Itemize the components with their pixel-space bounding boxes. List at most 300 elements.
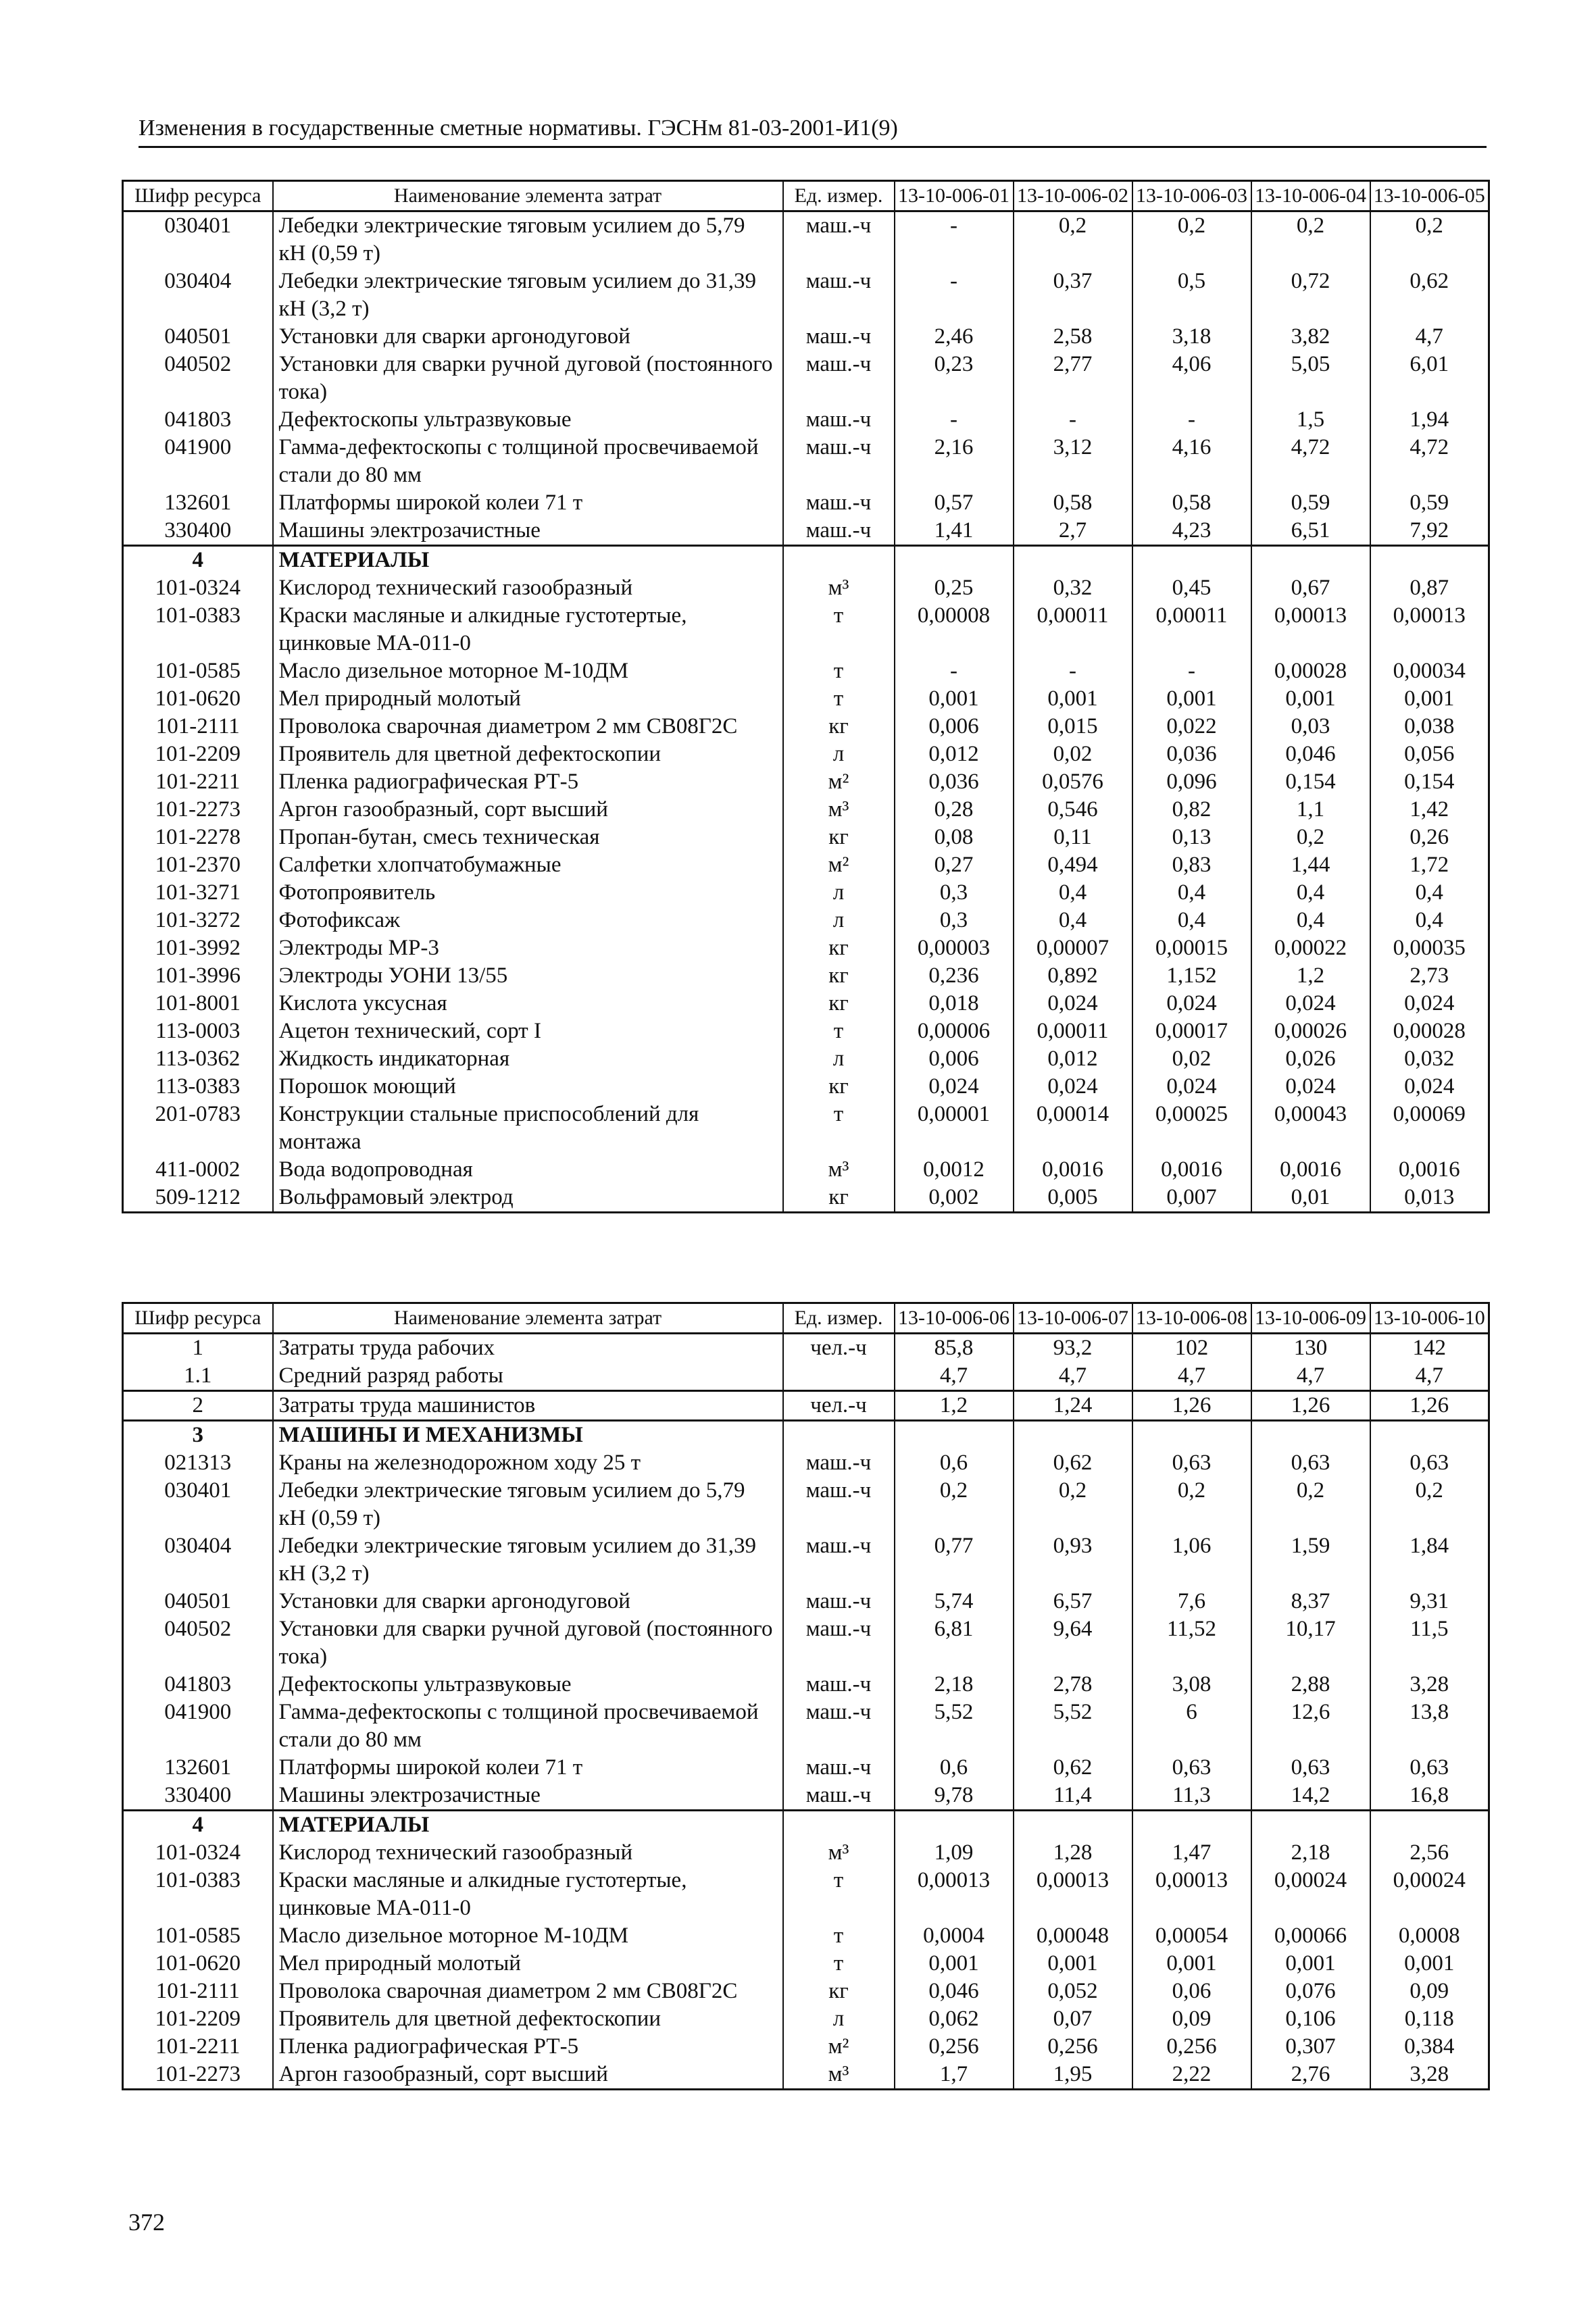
norm-value-1: 0,062 [895, 2005, 1014, 2033]
resource-name: Мел природный молотый [273, 685, 783, 713]
table-row [123, 1588, 1489, 1615]
norm-value-4: 0,00043 [1251, 1101, 1370, 1156]
norm-value-2: 9,64 [1014, 1615, 1132, 1671]
norm-value-5: 2,73 [1370, 962, 1489, 990]
col-header-norm-4: 13-10-006-04 [1251, 181, 1370, 211]
norm-value-4: 0,046 [1251, 740, 1370, 768]
norm-value-3: 1,152 [1132, 962, 1251, 990]
norm-value-2: 0,052 [1014, 1978, 1132, 2005]
resource-unit: маш.-ч [783, 1615, 895, 1671]
table-row [123, 1782, 1489, 1811]
norm-value-2: 0,256 [1014, 2033, 1132, 2061]
norm-value-1: 0,018 [895, 990, 1014, 1017]
norm-value-1: 0,006 [895, 1045, 1014, 1073]
resource-unit: маш.-ч [783, 1588, 895, 1615]
norm-value-4: 3,82 [1251, 323, 1370, 351]
resource-unit: м³ [783, 1839, 895, 1867]
norm-value-4: 2,88 [1251, 1671, 1370, 1699]
norm-value-4: 0,2 [1251, 824, 1370, 851]
norm-value-2 [1014, 1811, 1132, 1840]
resource-unit: маш.-ч [783, 268, 895, 323]
norm-value-3: 6 [1132, 1699, 1251, 1754]
resource-code: 041803 [123, 1671, 273, 1699]
resource-name: Затраты труда рабочих [273, 1334, 783, 1363]
resource-unit: кг [783, 962, 895, 990]
resource-unit: чел.-ч [783, 1391, 895, 1421]
resource-unit: т [783, 1867, 895, 1922]
resource-unit: т [783, 657, 895, 685]
norm-value-2: 0,001 [1014, 685, 1132, 713]
norm-value-2: 0,62 [1014, 1449, 1132, 1477]
norm-value-1: 0,77 [895, 1532, 1014, 1588]
norm-value-4: 0,00028 [1251, 657, 1370, 685]
norm-value-3: 1,26 [1132, 1391, 1251, 1421]
resource-unit: маш.-ч [783, 351, 895, 406]
norm-value-4: 6,51 [1251, 517, 1370, 546]
table-row [123, 489, 1489, 517]
norm-value-2: 0,00014 [1014, 1101, 1132, 1156]
resource-code: 101-3992 [123, 934, 273, 962]
col-header-norm-5: 13-10-006-10 [1370, 1303, 1489, 1334]
resource-code: 4 [123, 1811, 273, 1840]
norm-value-2: 5,52 [1014, 1699, 1132, 1754]
resource-unit: л [783, 907, 895, 934]
norm-value-5: 0,024 [1370, 1073, 1489, 1101]
resource-name: Электроды МР-3 [273, 934, 783, 962]
resource-unit: маш.-ч [783, 406, 895, 434]
norm-value-3: 102 [1132, 1334, 1251, 1363]
table-row [123, 1362, 1489, 1391]
resource-unit: т [783, 685, 895, 713]
col-header-code: Шифр ресурса [123, 181, 273, 211]
norm-value-1: 0,6 [895, 1754, 1014, 1782]
resource-table-1 [122, 180, 1490, 1213]
table-row [123, 1391, 1489, 1421]
norm-value-1: 0,25 [895, 574, 1014, 602]
resource-code: 041803 [123, 406, 273, 434]
norm-value-1: 0,236 [895, 962, 1014, 990]
resource-code: 101-0383 [123, 1867, 273, 1922]
norm-value-1: 2,46 [895, 323, 1014, 351]
norm-value-3: 4,16 [1132, 434, 1251, 489]
norm-value-4: 0,67 [1251, 574, 1370, 602]
norm-value-1: 1,7 [895, 2061, 1014, 2090]
norm-value-5: 0,87 [1370, 574, 1489, 602]
resource-unit [783, 1362, 895, 1391]
col-header-name: Наименование элемента затрат [273, 181, 783, 211]
norm-value-4: 0,00066 [1251, 1922, 1370, 1950]
resource-unit: т [783, 1950, 895, 1978]
resource-unit [783, 1421, 895, 1450]
norm-value-2: 2,58 [1014, 323, 1132, 351]
resource-unit: маш.-ч [783, 1782, 895, 1811]
resource-name: Установки для сварки аргонодуговой [273, 1588, 783, 1615]
resource-code: 030401 [123, 1477, 273, 1532]
resource-code: 101-2273 [123, 2061, 273, 2090]
table-row [123, 268, 1489, 323]
resource-name: Порошок моющий [273, 1073, 783, 1101]
col-header-norm-2: 13-10-006-07 [1014, 1303, 1132, 1334]
table-row [123, 1699, 1489, 1754]
norm-value-3: 0,0016 [1132, 1156, 1251, 1184]
norm-value-2: 1,24 [1014, 1391, 1132, 1421]
norm-value-5: 0,0008 [1370, 1922, 1489, 1950]
table-row [123, 740, 1489, 768]
norm-value-5: 3,28 [1370, 1671, 1489, 1699]
resource-unit: л [783, 879, 895, 907]
resource-unit: кг [783, 1978, 895, 2005]
resource-name: Платформы широкой колеи 71 т [273, 1754, 783, 1782]
norm-value-3: 3,08 [1132, 1671, 1251, 1699]
table-row [123, 824, 1489, 851]
page-number: 372 [128, 2209, 165, 2236]
resource-unit [783, 546, 895, 575]
resource-name: Вольфрамовый электрод [273, 1184, 783, 1213]
table-row [123, 879, 1489, 907]
table-row [123, 1477, 1489, 1532]
norm-value-5: 0,00013 [1370, 602, 1489, 657]
table-row [123, 323, 1489, 351]
norm-value-1: 0,0012 [895, 1156, 1014, 1184]
norm-value-5: 0,00028 [1370, 1017, 1489, 1045]
norm-value-2: 0,005 [1014, 1184, 1132, 1213]
resource-name: Пленка радиографическая РТ-5 [273, 2033, 783, 2061]
norm-value-2: 0,024 [1014, 1073, 1132, 1101]
norm-value-3: 0,09 [1132, 2005, 1251, 2033]
norm-value-1: 0,00013 [895, 1867, 1014, 1922]
norm-value-2: 0,001 [1014, 1950, 1132, 1978]
norm-value-4: 0,001 [1251, 685, 1370, 713]
resource-unit: маш.-ч [783, 1699, 895, 1754]
resource-name: Аргон газообразный, сорт высший [273, 2061, 783, 2090]
resource-name: Установки для сварки ручной дуговой (постоянного тока) [273, 351, 783, 406]
norm-value-5: 0,63 [1370, 1754, 1489, 1782]
resource-name: Затраты труда машинистов [273, 1391, 783, 1421]
norm-value-3: 0,00054 [1132, 1922, 1251, 1950]
resource-code: 101-0324 [123, 1839, 273, 1867]
norm-value-3: 0,007 [1132, 1184, 1251, 1213]
table-row [123, 2033, 1489, 2061]
norm-value-5: 0,056 [1370, 740, 1489, 768]
section-row [123, 1811, 1489, 1840]
norm-value-1: 1,09 [895, 1839, 1014, 1867]
resource-unit: кг [783, 713, 895, 740]
resource-unit: маш.-ч [783, 211, 895, 268]
norm-value-1: - [895, 406, 1014, 434]
resource-name: Фотофиксаж [273, 907, 783, 934]
resource-name: Кислота уксусная [273, 990, 783, 1017]
norm-value-4: 0,59 [1251, 489, 1370, 517]
norm-value-2: 11,4 [1014, 1782, 1132, 1811]
norm-value-1: 5,52 [895, 1699, 1014, 1754]
resource-code: 1.1 [123, 1362, 273, 1391]
norm-value-5: 0,00035 [1370, 934, 1489, 962]
norm-value-2: 0,2 [1014, 1477, 1132, 1532]
resource-name: Салфетки хлопчатобумажные [273, 851, 783, 879]
norm-value-4: 0,307 [1251, 2033, 1370, 2061]
resource-code: 101-2211 [123, 2033, 273, 2061]
col-header-norm-4: 13-10-006-09 [1251, 1303, 1370, 1334]
resource-name: Краски масляные и алкидные густотертые, цинковые МА-011-0 [273, 1867, 783, 1922]
norm-value-3 [1132, 546, 1251, 575]
resource-code: 132601 [123, 489, 273, 517]
table-row [123, 713, 1489, 740]
norm-value-1: 0,00001 [895, 1101, 1014, 1156]
norm-value-3: 1,47 [1132, 1839, 1251, 1867]
norm-value-4: 0,024 [1251, 990, 1370, 1017]
norm-value-3: 4,23 [1132, 517, 1251, 546]
resource-name: Дефектоскопы ультразвуковые [273, 406, 783, 434]
norm-value-5: 0,038 [1370, 713, 1489, 740]
norm-value-3: 0,00017 [1132, 1017, 1251, 1045]
norm-value-5: 11,5 [1370, 1615, 1489, 1671]
resource-unit: маш.-ч [783, 1477, 895, 1532]
resource-name: Кислород технический газообразный [273, 574, 783, 602]
resource-name: МАШИНЫ И МЕХАНИЗМЫ [273, 1421, 783, 1450]
resource-code: 101-3272 [123, 907, 273, 934]
norm-value-4: 0,63 [1251, 1449, 1370, 1477]
norm-value-4: 0,00024 [1251, 1867, 1370, 1922]
norm-value-1: 0,036 [895, 768, 1014, 796]
resource-unit: м² [783, 768, 895, 796]
resource-name: Жидкость индикаторная [273, 1045, 783, 1073]
resource-code: 101-2273 [123, 796, 273, 824]
norm-value-5: 0,63 [1370, 1449, 1489, 1477]
resource-unit: м³ [783, 574, 895, 602]
norm-value-5: 0,09 [1370, 1978, 1489, 2005]
resource-code: 040502 [123, 1615, 273, 1671]
resource-unit: маш.-ч [783, 1754, 895, 1782]
norm-value-1: 0,046 [895, 1978, 1014, 2005]
col-header-norm-1: 13-10-006-01 [895, 181, 1014, 211]
norm-value-2: 2,77 [1014, 351, 1132, 406]
norm-value-1: 9,78 [895, 1782, 1014, 1811]
resource-unit: маш.-ч [783, 1671, 895, 1699]
table-row [123, 434, 1489, 489]
resource-code: 113-0362 [123, 1045, 273, 1073]
table-row [123, 1017, 1489, 1045]
resource-code: 1 [123, 1334, 273, 1363]
norm-value-2: 0,02 [1014, 740, 1132, 768]
norm-value-4: 0,4 [1251, 907, 1370, 934]
table-row [123, 1449, 1489, 1477]
table-row [123, 211, 1489, 268]
norm-value-4: 1,44 [1251, 851, 1370, 879]
norm-value-1: 0,256 [895, 2033, 1014, 2061]
table-row [123, 574, 1489, 602]
norm-value-5: 1,26 [1370, 1391, 1489, 1421]
resource-code: 201-0783 [123, 1101, 273, 1156]
resource-unit: маш.-ч [783, 489, 895, 517]
norm-value-2: 0,546 [1014, 796, 1132, 824]
resource-name: Конструкции стальные приспособлений для монтажа [273, 1101, 783, 1156]
resource-code: 101-2209 [123, 2005, 273, 2033]
norm-value-1: 0,08 [895, 824, 1014, 851]
table-row [123, 1922, 1489, 1950]
resource-unit: маш.-ч [783, 323, 895, 351]
norm-value-2: 0,00011 [1014, 1017, 1132, 1045]
norm-value-5: 0,013 [1370, 1184, 1489, 1213]
norm-value-3: 0,45 [1132, 574, 1251, 602]
resource-name: Краски масляные и алкидные густотертые, цинковые МА-011-0 [273, 602, 783, 657]
resource-name: Ацетон технический, сорт I [273, 1017, 783, 1045]
norm-value-5: 0,0016 [1370, 1156, 1489, 1184]
resource-code: 101-0585 [123, 1922, 273, 1950]
table-row [123, 1184, 1489, 1213]
norm-value-5: 6,01 [1370, 351, 1489, 406]
resource-code: 2 [123, 1391, 273, 1421]
table-row [123, 657, 1489, 685]
resource-name: Аргон газообразный, сорт высший [273, 796, 783, 824]
resource-name: МАТЕРИАЛЫ [273, 546, 783, 575]
norm-value-5: 0,4 [1370, 907, 1489, 934]
resource-code: 101-0620 [123, 1950, 273, 1978]
resource-code: 021313 [123, 1449, 273, 1477]
norm-value-2: 0,62 [1014, 1754, 1132, 1782]
norm-value-4: 1,5 [1251, 406, 1370, 434]
resource-name: Проволока сварочная диаметром 2 мм СВ08Г2С [273, 1978, 783, 2005]
norm-value-4: 0,00026 [1251, 1017, 1370, 1045]
norm-value-1: 0,27 [895, 851, 1014, 879]
norm-value-1: 0,002 [895, 1184, 1014, 1213]
norm-value-4 [1251, 1811, 1370, 1840]
norm-value-4: 0,106 [1251, 2005, 1370, 2033]
norm-value-3: 0,00025 [1132, 1101, 1251, 1156]
table-row [123, 602, 1489, 657]
norm-value-1: 1,41 [895, 517, 1014, 546]
norm-value-4: 12,6 [1251, 1699, 1370, 1754]
table-row [123, 1839, 1489, 1867]
norm-value-5: 9,31 [1370, 1588, 1489, 1615]
table-row [123, 406, 1489, 434]
norm-value-4: 0,2 [1251, 1477, 1370, 1532]
resource-name: Проявитель для цветной дефектоскопии [273, 2005, 783, 2033]
norm-value-2: 2,7 [1014, 517, 1132, 546]
norm-value-1: 2,18 [895, 1671, 1014, 1699]
table-row [123, 351, 1489, 406]
resource-unit: м² [783, 2033, 895, 2061]
norm-value-1: 0,001 [895, 1950, 1014, 1978]
resource-code: 330400 [123, 517, 273, 546]
norm-value-4: 0,154 [1251, 768, 1370, 796]
norm-value-2: 0,024 [1014, 990, 1132, 1017]
table-body [123, 1334, 1489, 2090]
norm-value-2: 0,4 [1014, 907, 1132, 934]
norm-value-5 [1370, 1811, 1489, 1840]
col-header-unit: Ед. измер. [783, 181, 895, 211]
norm-value-5: 7,92 [1370, 517, 1489, 546]
resource-code: 101-8001 [123, 990, 273, 1017]
norm-value-5: 0,384 [1370, 2033, 1489, 2061]
section-row [123, 546, 1489, 575]
norm-value-2: 0,0576 [1014, 768, 1132, 796]
resource-name: Пропан-бутан, смесь техническая [273, 824, 783, 851]
norm-value-2: 0,93 [1014, 1532, 1132, 1588]
norm-value-4: 0,026 [1251, 1045, 1370, 1073]
table-row [123, 1754, 1489, 1782]
norm-value-2: 0,00007 [1014, 934, 1132, 962]
norm-value-4: 2,18 [1251, 1839, 1370, 1867]
resource-code: 101-3996 [123, 962, 273, 990]
norm-value-3: 0,82 [1132, 796, 1251, 824]
table-row [123, 1978, 1489, 2005]
norm-value-4: 0,01 [1251, 1184, 1370, 1213]
resource-name: Проявитель для цветной дефектоскопии [273, 740, 783, 768]
norm-value-3: 7,6 [1132, 1588, 1251, 1615]
norm-value-2: 1,95 [1014, 2061, 1132, 2090]
norm-value-3: 0,13 [1132, 824, 1251, 851]
norm-value-3: 0,036 [1132, 740, 1251, 768]
resource-code: 101-0585 [123, 657, 273, 685]
table-row [123, 1532, 1489, 1588]
resource-unit: м³ [783, 2061, 895, 2090]
resource-unit: м² [783, 851, 895, 879]
norm-value-1: 0,0004 [895, 1922, 1014, 1950]
norm-value-4: 0,076 [1251, 1978, 1370, 2005]
norm-value-1: 0,024 [895, 1073, 1014, 1101]
table-row [123, 1950, 1489, 1978]
norm-value-1: 5,74 [895, 1588, 1014, 1615]
norm-value-1 [895, 1811, 1014, 1840]
col-header-norm-3: 13-10-006-03 [1132, 181, 1251, 211]
table-row [123, 1671, 1489, 1699]
norm-value-5: 13,8 [1370, 1699, 1489, 1754]
norm-value-3: 0,06 [1132, 1978, 1251, 2005]
resource-name: Лебедки электрические тяговым усилием до 5,79 кН (0,59 т) [273, 211, 783, 268]
resource-code: 101-2370 [123, 851, 273, 879]
resource-name: Лебедки электрические тяговым усилием до 31,39 кН (3,2 т) [273, 1532, 783, 1588]
norm-value-3: 0,256 [1132, 2033, 1251, 2061]
col-header-norm-5: 13-10-006-05 [1370, 181, 1489, 211]
norm-value-2: 0,494 [1014, 851, 1132, 879]
table-row [123, 685, 1489, 713]
resource-table-2 [122, 1302, 1490, 2090]
norm-value-5: 16,8 [1370, 1782, 1489, 1811]
norm-value-5 [1370, 546, 1489, 575]
norm-value-3: 0,63 [1132, 1754, 1251, 1782]
resource-unit: т [783, 602, 895, 657]
resource-code: 041900 [123, 434, 273, 489]
norm-value-1: 0,001 [895, 685, 1014, 713]
norm-value-2: 0,37 [1014, 268, 1132, 323]
resource-unit: маш.-ч [783, 1449, 895, 1477]
table-row [123, 1867, 1489, 1922]
norm-value-4: 4,72 [1251, 434, 1370, 489]
table-row [123, 1334, 1489, 1363]
norm-value-1: 0,3 [895, 879, 1014, 907]
norm-value-5: 0,2 [1370, 1477, 1489, 1532]
table-row [123, 1073, 1489, 1101]
norm-value-3: 0,00011 [1132, 602, 1251, 657]
norm-value-4: 0,024 [1251, 1073, 1370, 1101]
norm-value-5: 0,00024 [1370, 1867, 1489, 1922]
resource-name: Дефектоскопы ультразвуковые [273, 1671, 783, 1699]
norm-value-5: 1,84 [1370, 1532, 1489, 1588]
resource-name: Платформы широкой колеи 71 т [273, 489, 783, 517]
norm-value-2: 3,12 [1014, 434, 1132, 489]
norm-value-3: 0,4 [1132, 907, 1251, 934]
norm-value-4: 10,17 [1251, 1615, 1370, 1671]
resource-code: 330400 [123, 1782, 273, 1811]
norm-value-2: - [1014, 657, 1132, 685]
norm-value-2: 2,78 [1014, 1671, 1132, 1699]
table-header-row [123, 181, 1489, 211]
col-header-code: Шифр ресурса [123, 1303, 273, 1334]
norm-value-4: 1,59 [1251, 1532, 1370, 1588]
table-row [123, 962, 1489, 990]
resource-unit: чел.-ч [783, 1334, 895, 1363]
norm-value-5: 1,72 [1370, 851, 1489, 879]
